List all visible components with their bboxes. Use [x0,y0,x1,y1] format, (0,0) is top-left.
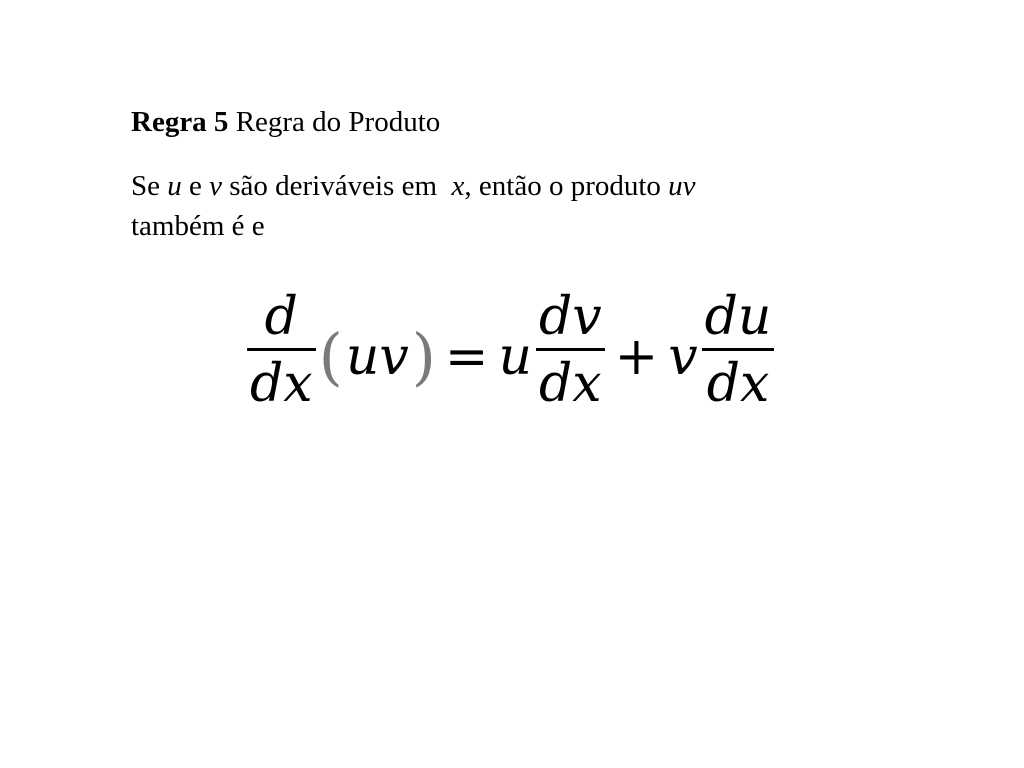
fraction-bar [247,348,316,351]
plus-sign: + [614,326,659,387]
term2-denominator: dx [706,354,770,414]
statement-middle: são deriváveis em [222,170,452,202]
lhs-fraction [247,288,316,413]
lhs-argument: uv [345,326,409,387]
rule-statement [131,166,831,246]
term1-denominator: dx [539,354,602,414]
term2-coefficient: v [668,326,698,387]
term2-numerator: du [704,287,772,347]
fraction-bar [702,348,775,351]
product-rule-formula [245,283,776,418]
term1-coefficient: u [498,326,532,387]
var-x: x [451,170,465,202]
var-uv: uv [668,170,696,202]
rule-name: Regra do Produto [228,106,441,138]
paren-close: ) [411,319,436,393]
term2-fraction [702,288,775,413]
rule-number: Regra 5 [131,106,229,138]
var-v: v [209,170,222,202]
fraction-bar [536,348,605,351]
lhs-numerator: d [264,287,298,347]
term1-numerator: dv [538,287,602,347]
statement-line-2: também é e [131,210,265,242]
statement-line-1 [131,166,831,206]
var-u: u [167,170,182,202]
statement-prefix: Se [131,170,168,202]
rule-heading [131,104,440,140]
statement-and: e [181,170,210,202]
paren-open: ( [318,319,343,393]
term1-fraction [536,288,605,413]
lhs-denominator: dx [250,354,313,414]
statement-after-x: , então o produto [464,170,669,202]
equals-sign: = [444,326,489,387]
